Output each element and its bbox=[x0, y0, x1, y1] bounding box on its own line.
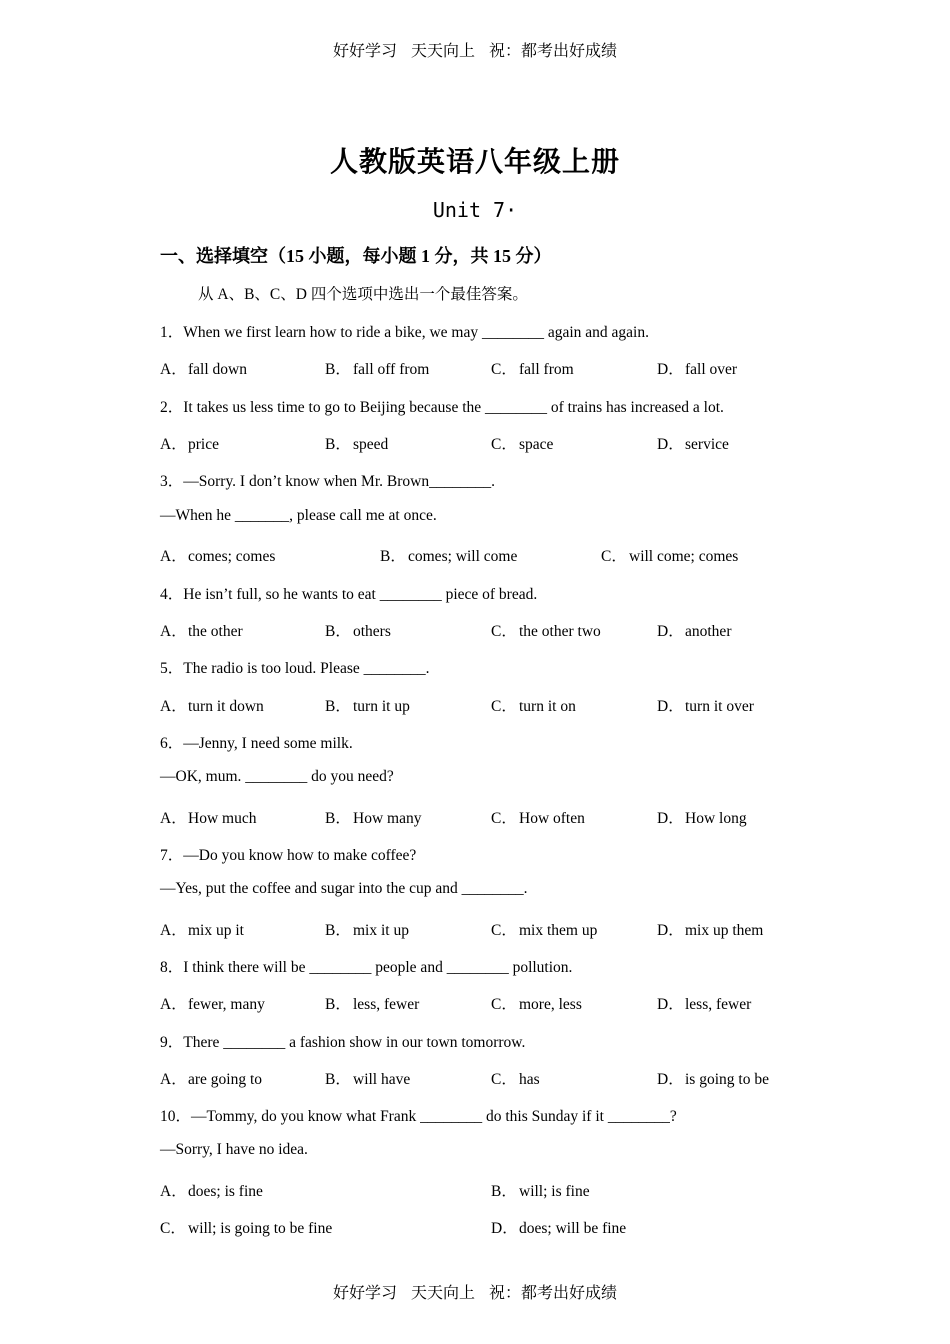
option-letter: C． bbox=[491, 361, 517, 378]
option-text: mix up it bbox=[188, 922, 244, 939]
option-letter: C． bbox=[491, 1071, 517, 1088]
option-letter: B． bbox=[325, 810, 351, 827]
option-text: will have bbox=[353, 1071, 411, 1088]
option-letter: A． bbox=[160, 361, 187, 378]
option-text: How much bbox=[188, 810, 257, 827]
option-c bbox=[160, 1216, 332, 1238]
option-letter: D． bbox=[657, 698, 684, 715]
option-text: less, fewer bbox=[353, 996, 420, 1013]
option-c bbox=[491, 992, 582, 1014]
question-4-options bbox=[160, 619, 800, 641]
question-3-stem: 3．—Sorry. I don’t know when Mr. Brown________. bbox=[160, 473, 495, 490]
option-a bbox=[160, 432, 219, 454]
option-text: will come; comes bbox=[629, 548, 739, 565]
option-text: How many bbox=[353, 810, 422, 827]
option-c bbox=[491, 619, 601, 641]
question-2-stem: 2．It takes us less time to go to Beijing because the ________ of trains has increased a lot. bbox=[160, 399, 724, 416]
question-1-stem: 1．When we first learn how to ride a bike, we may ________ again and again. bbox=[160, 324, 649, 341]
question-9-options bbox=[160, 1067, 800, 1089]
option-letter: A． bbox=[160, 922, 187, 939]
option-letter: A． bbox=[160, 810, 187, 827]
question-1-options bbox=[160, 357, 800, 379]
section-instruction: 从 A、B、C、D 四个选项中选出一个最佳答案。 bbox=[198, 286, 528, 303]
option-c bbox=[491, 918, 597, 940]
option-letter: D． bbox=[491, 1220, 518, 1237]
question-6-options bbox=[160, 806, 800, 828]
option-b bbox=[325, 694, 410, 716]
option-c bbox=[601, 544, 738, 566]
option-text: mix up them bbox=[685, 922, 764, 939]
option-d bbox=[657, 1067, 769, 1089]
option-b bbox=[325, 806, 421, 828]
option-text: speed bbox=[353, 436, 389, 453]
option-letter: A． bbox=[160, 436, 187, 453]
option-letter: B． bbox=[325, 436, 351, 453]
option-text: turn it over bbox=[685, 698, 754, 715]
option-text: others bbox=[353, 623, 391, 640]
question-3-options bbox=[160, 544, 800, 566]
option-text: does; is fine bbox=[188, 1183, 263, 1200]
question-6-stem-line-2: —OK, mum. ________ do you need? bbox=[160, 768, 394, 785]
option-text: are going to bbox=[188, 1071, 263, 1088]
option-letter: A． bbox=[160, 1071, 187, 1088]
option-text: space bbox=[519, 436, 554, 453]
option-letter: B． bbox=[325, 922, 351, 939]
option-letter: C． bbox=[491, 996, 517, 1013]
option-d bbox=[657, 432, 729, 454]
option-letter: C． bbox=[160, 1220, 186, 1237]
option-text: fall over bbox=[685, 361, 738, 378]
question-10-options-row-2 bbox=[160, 1216, 800, 1238]
option-letter: C． bbox=[491, 623, 517, 640]
option-text: less, fewer bbox=[685, 996, 752, 1013]
option-a bbox=[160, 1179, 263, 1201]
option-text: the other two bbox=[519, 623, 601, 640]
option-letter: C． bbox=[491, 810, 517, 827]
option-text: mix them up bbox=[519, 922, 598, 939]
question-10-options-row-1 bbox=[160, 1179, 800, 1201]
option-b bbox=[325, 357, 429, 379]
option-letter: B． bbox=[325, 361, 351, 378]
option-d bbox=[657, 694, 754, 716]
option-letter: D． bbox=[657, 1071, 684, 1088]
option-text: mix it up bbox=[353, 922, 409, 939]
option-letter: A． bbox=[160, 698, 187, 715]
question-6-stem: 6．—Jenny, I need some milk. bbox=[160, 735, 353, 752]
option-d bbox=[657, 619, 731, 641]
option-text: turn it on bbox=[519, 698, 576, 715]
option-d bbox=[657, 806, 747, 828]
option-letter: B． bbox=[325, 996, 351, 1013]
option-text: comes; will come bbox=[408, 548, 518, 565]
option-letter: C． bbox=[601, 548, 627, 565]
option-a bbox=[160, 1067, 262, 1089]
option-text: turn it up bbox=[353, 698, 410, 715]
option-b bbox=[325, 1067, 410, 1089]
option-letter: C． bbox=[491, 436, 517, 453]
question-5-options bbox=[160, 694, 800, 716]
option-letter: B． bbox=[325, 698, 351, 715]
option-d bbox=[657, 918, 763, 940]
option-letter: B． bbox=[491, 1183, 517, 1200]
option-letter: C． bbox=[491, 922, 517, 939]
option-text: will; is going to be fine bbox=[188, 1220, 333, 1237]
question-3-stem-line-2: —When he _______, please call me at once. bbox=[160, 507, 437, 524]
option-text: fewer, many bbox=[188, 996, 265, 1013]
option-letter: A． bbox=[160, 548, 187, 565]
option-text: will; is fine bbox=[519, 1183, 590, 1200]
question-2-options bbox=[160, 432, 800, 454]
option-a bbox=[160, 918, 244, 940]
option-a bbox=[160, 544, 275, 566]
option-b bbox=[325, 992, 419, 1014]
section-heading: 一、选择填空（15 小题，每小题 1 分，共 15 分） bbox=[160, 246, 552, 266]
option-text: price bbox=[188, 436, 219, 453]
option-b bbox=[325, 619, 391, 641]
question-7-options bbox=[160, 918, 800, 940]
question-8-options bbox=[160, 992, 800, 1014]
question-10-stem: 10．—Tommy, do you know what Frank ________ do this Sunday if it ________? bbox=[160, 1108, 677, 1125]
option-a bbox=[160, 992, 265, 1014]
option-text: fall down bbox=[188, 361, 247, 378]
option-c bbox=[491, 694, 576, 716]
option-a bbox=[160, 694, 264, 716]
option-a bbox=[160, 357, 247, 379]
option-letter: A． bbox=[160, 623, 187, 640]
question-5-stem: 5．The radio is too loud. Please ________. bbox=[160, 660, 430, 677]
option-d bbox=[657, 992, 751, 1014]
option-letter: D． bbox=[657, 436, 684, 453]
option-letter: D． bbox=[657, 922, 684, 939]
option-text: How long bbox=[685, 810, 747, 827]
unit-label: Unit 7· bbox=[432, 198, 518, 222]
option-letter: D． bbox=[657, 623, 684, 640]
option-b bbox=[325, 432, 388, 454]
option-letter: D． bbox=[657, 996, 684, 1013]
option-text: is going to be bbox=[685, 1071, 769, 1088]
question-10-stem-line-2: —Sorry, I have no idea. bbox=[160, 1141, 308, 1158]
question-4-stem: 4．He isn’t full, so he wants to eat ________ piece of bread. bbox=[160, 586, 538, 603]
option-letter: A． bbox=[160, 1183, 187, 1200]
option-b bbox=[380, 544, 517, 566]
option-text: fall off from bbox=[353, 361, 430, 378]
page-header: 好好学习 天天向上 祝：都考出好成绩 bbox=[332, 43, 617, 60]
document-title: 人教版英语八年级上册 bbox=[329, 147, 620, 178]
option-text: more, less bbox=[519, 996, 582, 1013]
option-d bbox=[491, 1216, 626, 1238]
option-text: How often bbox=[519, 810, 585, 827]
option-text: does; will be fine bbox=[519, 1220, 627, 1237]
question-7-stem-line-2: —Yes, put the coffee and sugar into the cup and ________. bbox=[160, 880, 528, 897]
option-a bbox=[160, 619, 243, 641]
option-letter: A． bbox=[160, 996, 187, 1013]
option-letter: C． bbox=[491, 698, 517, 715]
page-footer: 好好学习 天天向上 祝：都考出好成绩 bbox=[332, 1285, 617, 1302]
option-letter: B． bbox=[380, 548, 406, 565]
option-c bbox=[491, 806, 585, 828]
option-text: another bbox=[685, 623, 732, 640]
option-text: the other bbox=[188, 623, 243, 640]
option-text: service bbox=[685, 436, 729, 453]
option-letter: B． bbox=[325, 623, 351, 640]
option-text: fall from bbox=[519, 361, 574, 378]
option-c bbox=[491, 357, 574, 379]
option-text: turn it down bbox=[188, 698, 264, 715]
option-letter: D． bbox=[657, 361, 684, 378]
option-letter: B． bbox=[325, 1071, 351, 1088]
option-d bbox=[657, 357, 737, 379]
option-c bbox=[491, 432, 553, 454]
option-text: comes; comes bbox=[188, 548, 276, 565]
question-7-stem: 7．—Do you know how to make coffee? bbox=[160, 847, 417, 864]
option-a bbox=[160, 806, 256, 828]
question-8-stem: 8．I think there will be ________ people and ________ pollution. bbox=[160, 959, 573, 976]
option-c bbox=[491, 1067, 540, 1089]
question-9-stem: 9．There ________ a fashion show in our town tomorrow. bbox=[160, 1034, 526, 1051]
option-b bbox=[325, 918, 409, 940]
option-b bbox=[491, 1179, 590, 1201]
option-text: has bbox=[519, 1071, 540, 1088]
option-letter: D． bbox=[657, 810, 684, 827]
